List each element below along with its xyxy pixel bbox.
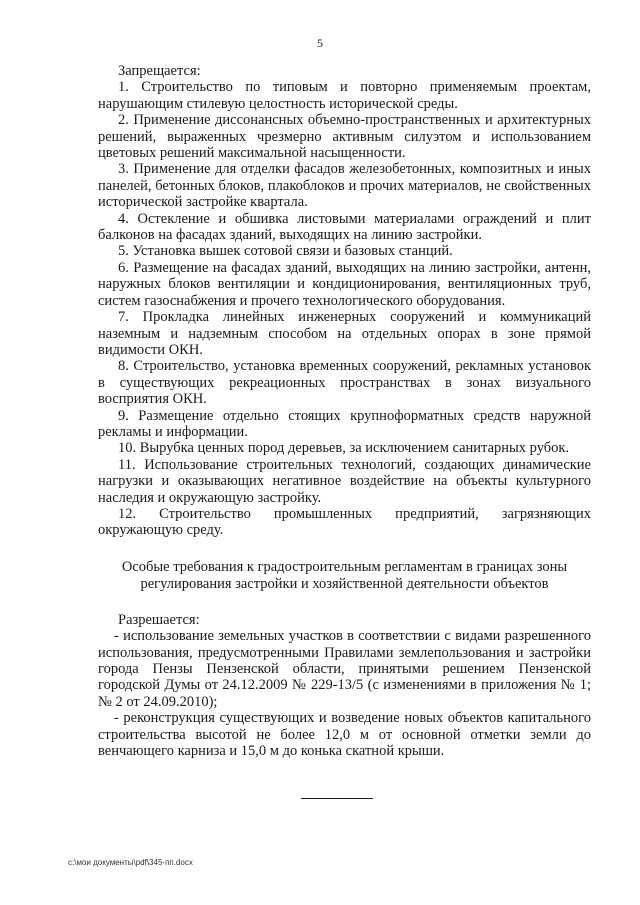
page-number: 5	[317, 36, 323, 50]
forbidden-item: 4. Остекление и обшивка листовыми материалами ограждений и плит балконов на фасадах зданий, выходящих на линию застройки.	[98, 210, 591, 244]
forbidden-item: 12. Строительство промышленных предприятий, загрязняющих окружающую среду.	[98, 505, 591, 539]
forbidden-item: 5. Установка вышек сотовой связи и базовых станций.	[118, 243, 453, 260]
allowed-heading: Разрешается:	[118, 611, 200, 628]
footer-file-path: c:\мои документы\pdf\345-пп.docx	[68, 858, 193, 867]
forbidden-item: 6. Размещение на фасадах зданий, выходящих на линию застройки, антенн, наружных блоков вентиляции и кондиционирования, вентиляционных труб, систем газоснабжения и прочего технологического оборудования.	[98, 259, 591, 309]
forbidden-item: 1. Строительство по типовым и повторно применяемым проектам, нарушающим стилевую целостность исторической среды.	[98, 79, 591, 112]
forbidden-heading: Запрещается:	[118, 63, 201, 79]
document-body	[98, 63, 591, 759]
forbidden-item: 2. Применение диссонансных объемно-пространственных и архитектурных решений, выраженных чрезмерно активным силуэтом и использованием цветовых решений максимальной насыщенности.	[98, 112, 591, 162]
allowed-item: - использование земельных участков в соответствии с видами разрешенного использования, предусмотренными Правилами землепользования и застройки города Пензы Пензенской области, принятыми решением Пензенской городской Думы от 24.12.2009 № 229-13/5 (с изменениями в приложения № 1; № 2 от 24.09.2010);	[98, 628, 591, 710]
forbidden-item: 9. Размещение отдельно стоящих крупноформатных средств наружной рекламы и информации.	[98, 407, 591, 440]
forbidden-item: 11. Использование строительных технологий, создающих динамические нагрузки и оказывающих негативное воздействие на объекты культурного наследия и окружающую застройку.	[98, 456, 591, 506]
forbidden-item: 8. Строительство, установка временных сооружений, рекламных установок в существующих рекреационных пространствах в зонах визуального восприятия ОКН.	[98, 358, 591, 408]
forbidden-item: 10. Вырубка ценных пород деревьев, за исключением санитарных рубок.	[118, 440, 570, 457]
section-heading: Особые требования к градостроительным регламентам в границах зоны регулирования застройки и хозяйственной деятельности объектов	[121, 558, 568, 592]
end-divider	[301, 798, 373, 799]
allowed-item: - реконструкция существующих и возведение новых объектов капитального строительства высотой не более 12,0 м от основной отметки земли до венчающего карниза и 15,0 м до конька скатной крыши.	[98, 710, 591, 760]
forbidden-item: 7. Прокладка линейных инженерных сооружений и коммуникаций наземным и надземным способом на отдельных опорах в зоне прямой видимости ОКН.	[98, 309, 591, 358]
forbidden-item: 3. Применение для отделки фасадов железобетонных, композитных и иных панелей, бетонных блоков, плакоблоков и прочих материалов, не свойственных исторической застройке квартала.	[98, 161, 591, 211]
